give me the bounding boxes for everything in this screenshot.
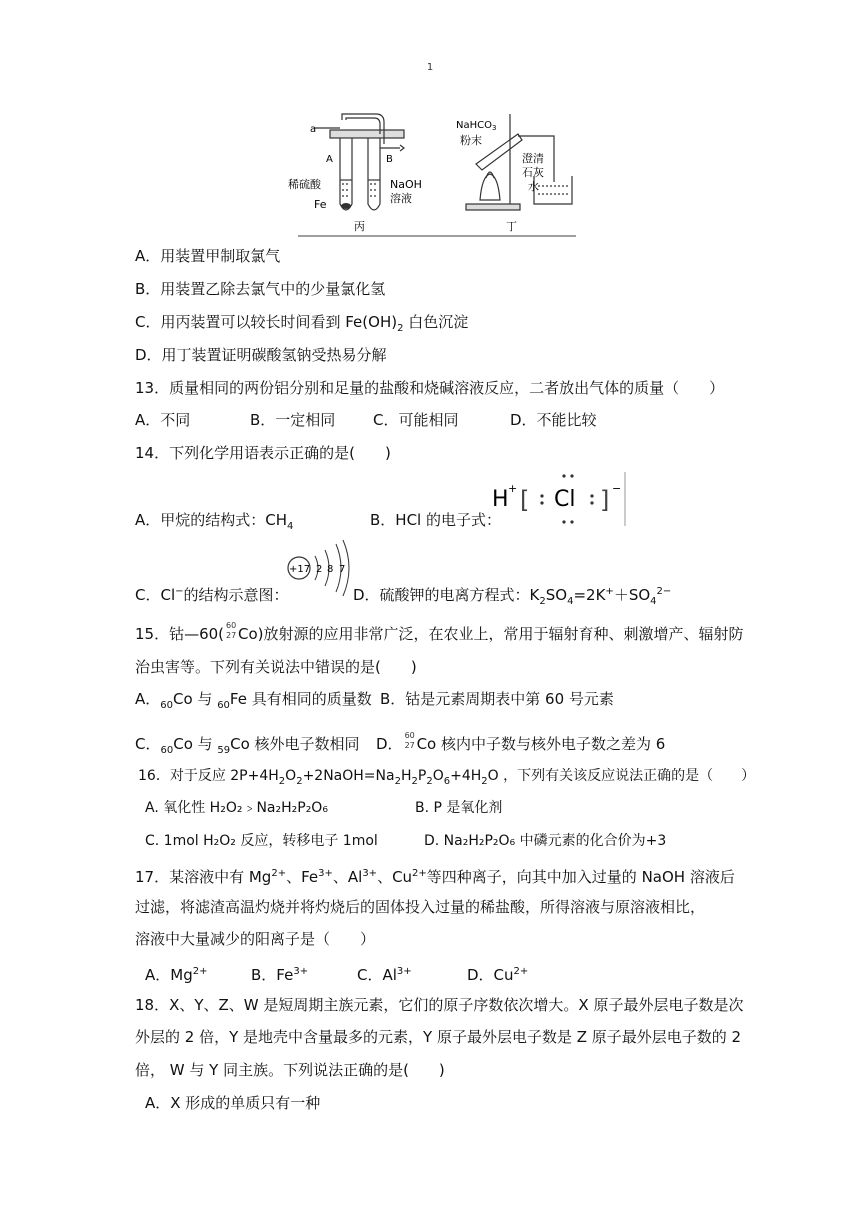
apparatus-figure xyxy=(288,104,578,238)
lewis-cl: Cl xyxy=(554,487,576,512)
label-bing: 丙 xyxy=(354,220,365,233)
q14-option-b: B．HCl 的电子式： xyxy=(370,511,501,529)
q12-option-d: D．用丁装置证明碳酸氢钠受热易分解 xyxy=(135,346,387,364)
lewis-minus: − xyxy=(612,482,622,495)
q14-option-d: D．硫酸钾的电离方程式：$K_2SO_4=2K^++SO_4^{2-}$ xyxy=(353,586,672,607)
label-dilute-acid: 稀硫酸 xyxy=(288,178,321,191)
hcl-lewis-structure xyxy=(488,470,628,528)
q14-option-c: C．Cl−的结构示意图： xyxy=(135,586,289,604)
q16-option-a: A. 氧化性 H₂O₂﹥Na₂H₂P₂O₆ xyxy=(145,800,328,816)
q15-option-c: C．$_{60}$Co 与 $_{59}$Co 核外电子数相同 xyxy=(135,735,360,756)
label-nahco3: NaHCO$_3$ xyxy=(456,120,497,132)
co60-isotope-notation-d: 60 27 xyxy=(404,731,415,750)
q18-stem-line3: 倍， W 与 Y 同主族。下列说法正确的是( ) xyxy=(135,1061,445,1079)
q12-option-b: B．用装置乙除去氯气中的少量氯化氢 xyxy=(135,280,386,298)
q17-option-a: A．$Mg^{2+}$ xyxy=(145,966,208,984)
q18-stem-line2: 外层的 2 倍，Y 是地壳中含量最多的元素，Y 原子最外层电子数是 Z 原子最外层电子数的 2 xyxy=(135,1028,742,1046)
label-clear: 澄清 xyxy=(522,152,544,165)
atom-shell-2: 8 xyxy=(327,564,334,575)
atom-shell-3: 7 xyxy=(339,564,346,575)
co60-isotope-notation: 60 27 xyxy=(226,621,237,640)
svg-text:[: [ xyxy=(520,486,530,514)
lewis-plus: + xyxy=(508,482,518,495)
q13-option-d: D．不能比较 xyxy=(510,411,597,429)
q13-option-c: C．可能相同 xyxy=(373,411,459,429)
label-water: 水 xyxy=(528,180,539,193)
label-ding: 丁 xyxy=(506,220,517,233)
q15-stem: 15．钴—60( 60 27 Co)放射源的应用非常广泛，在农业上，常用于辐射育种、刺激增产、辐射防 xyxy=(135,621,744,643)
q17-stem-line3: 溶液中大量减少的阳离子是（ ） xyxy=(135,930,376,948)
q13-option-b: B．一定相同 xyxy=(250,411,336,429)
q17-stem: 17．某溶液中有 $Mg^{2+}$、$Fe^{3+}$、$Al^{3+}$、$Cu^{2+}$等四种离子，向其中加入过量的 NaOH 溶液后 xyxy=(135,868,735,886)
q17-option-c: C．$Al^{3+}$ xyxy=(357,966,412,984)
q18-option-a: A．X 形成的单质只有一种 xyxy=(145,1094,321,1112)
atom-shell-1: 2 xyxy=(316,564,323,575)
q15-stem-line2: 治虫害等。下列有关说法中错误的是( ) xyxy=(135,658,417,676)
q16-option-d: D. Na₂H₂P₂O₆ 中磷元素的化合价为+3 xyxy=(424,833,667,849)
q13-option-a: A．不同 xyxy=(135,411,191,429)
q15-option-b: B．钴是元素周期表中第 60 号元素 xyxy=(380,690,614,708)
q16-stem: 16．对于反应 $2P+4H_2O_2+2NaOH=Na_2H_2P_2O_6+4H_2O$ ，下列有关该反应说法正确的是（ ） xyxy=(138,768,756,787)
q15-option-d: D． 60 27 Co 核内中子数与核外电子数之差为 6 xyxy=(376,731,666,753)
q15-option-a: A．$_{60}$Co 与 $_{60}$Fe 具有相同的质量数 xyxy=(135,690,372,711)
label-lime: 石灰 xyxy=(522,166,544,179)
q13-stem: 13．质量相同的两份铝分别和足量的盐酸和烧碱溶液反应，二者放出气体的质量（ ） xyxy=(135,379,725,397)
label-fe: Fe xyxy=(314,198,327,211)
q12-option-a: A．用装置甲制取氯气 xyxy=(135,247,281,265)
iron-piece xyxy=(341,203,351,209)
q17-stem-line2: 过滤，将滤渣高温灼烧并将灼烧后的固体投入过量的稀盐酸，所得溶液与原溶液相比， xyxy=(135,898,706,916)
label-a: a xyxy=(310,124,317,135)
label-B: B xyxy=(386,154,393,165)
atom-nucleus: +17 xyxy=(289,564,311,575)
q12-option-c: C．用丙装置可以较长时间看到 $Fe(OH)_2$ 白色沉淀 xyxy=(135,313,469,334)
q16-option-b: B. P 是氧化剂 xyxy=(415,800,503,816)
q17-option-b: B．$Fe^{3+}$ xyxy=(251,966,309,984)
label-naoh: NaOH xyxy=(390,178,422,191)
q16-option-c: C. 1mol H₂O₂ 反应，转移电子 1mol xyxy=(145,833,378,849)
q14-option-a: A．甲烷的结构式：$CH_4$ xyxy=(135,511,294,532)
q17-option-d: D．$Cu^{2+}$ xyxy=(467,966,529,984)
page-number: 1 xyxy=(426,62,434,73)
lewis-h: H xyxy=(492,487,509,512)
cl-ion-structure-diagram xyxy=(283,538,353,598)
label-A: A xyxy=(326,154,333,165)
svg-text:]: ] xyxy=(600,486,610,514)
q14-stem: 14．下列化学用语表示正确的是( ) xyxy=(135,444,391,462)
q18-stem: 18．X、Y、Z、W 是短周期主族元素，它们的原子序数依次增大。X 原子最外层电子数是次 xyxy=(135,996,744,1014)
label-solution: 溶液 xyxy=(390,192,412,205)
label-powder: 粉末 xyxy=(460,134,482,147)
